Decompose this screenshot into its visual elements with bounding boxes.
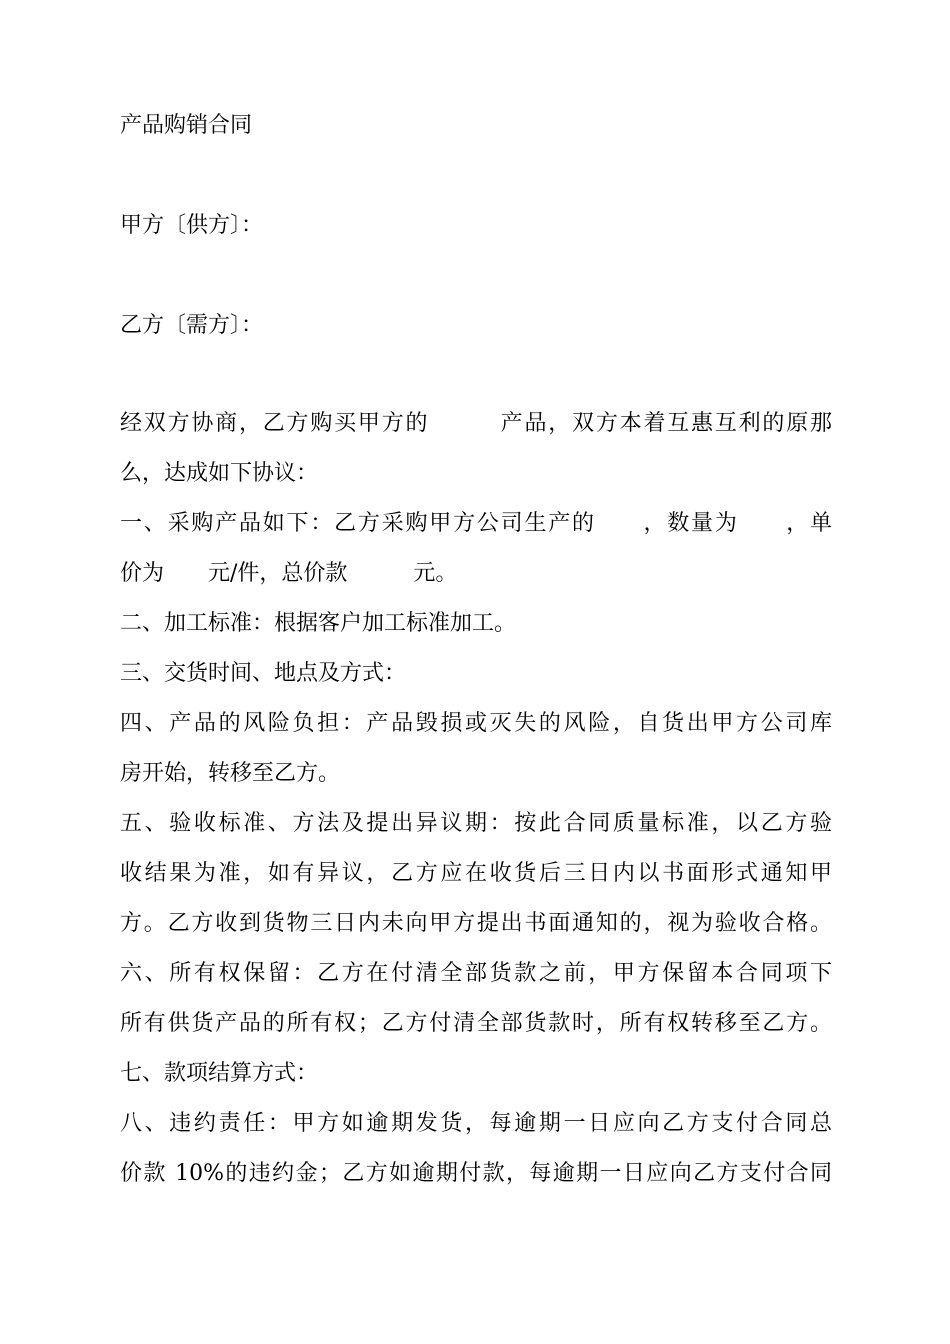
body-line: 五、验收标准、方法及提出异议期：按此合同质量标准，以乙方验 xyxy=(120,811,832,836)
body-line: 四、产品的风险负担：产品毁损或灭失的风险，自货出甲方公司库 xyxy=(120,711,832,736)
body-line: 经双方协商，乙方购买甲方的 产品，双方本着互惠互利的原那 xyxy=(120,411,832,436)
document-title: 产品购销合同 xyxy=(120,113,253,138)
body-line: 三、交货时间、地点及方式： xyxy=(120,661,407,686)
body-line: 价款 10%的违约金；乙方如逾期付款，每逾期一日应向乙方支付合同 xyxy=(120,1161,832,1186)
body-line: 方。乙方收到货物三日内未向甲方提出书面通知的，视为验收合格。 xyxy=(120,911,832,936)
body-line: 房开始，转移至乙方。 xyxy=(120,761,341,786)
party-b-line: 乙方〔需方〕： xyxy=(120,313,264,338)
body-line: 八、违约责任：甲方如逾期发货，每逾期一日应向乙方支付合同总 xyxy=(120,1111,832,1136)
body-line: 七、款项结算方式： xyxy=(120,1061,319,1086)
body-line: 二、加工标准：根据客户加工标准加工。 xyxy=(120,611,517,636)
body-line: 一、采购产品如下：乙方采购甲方公司生产的 ，数量为 ，单 xyxy=(120,511,832,536)
party-a-line: 甲方〔供方〕： xyxy=(120,213,264,238)
body-line: 所有供货产品的所有权；乙方付清全部货款时，所有权转移至乙方。 xyxy=(120,1011,832,1036)
body-line: 六、所有权保留：乙方在付清全部货款之前，甲方保留本合同项下 xyxy=(120,961,832,986)
body-line: 么，达成如下协议： xyxy=(120,461,319,486)
body-line: 价为 元/件，总价款 元。 xyxy=(120,561,458,586)
body-line: 收结果为准，如有异议，乙方应在收货后三日内以书面形式通知甲 xyxy=(120,861,832,886)
